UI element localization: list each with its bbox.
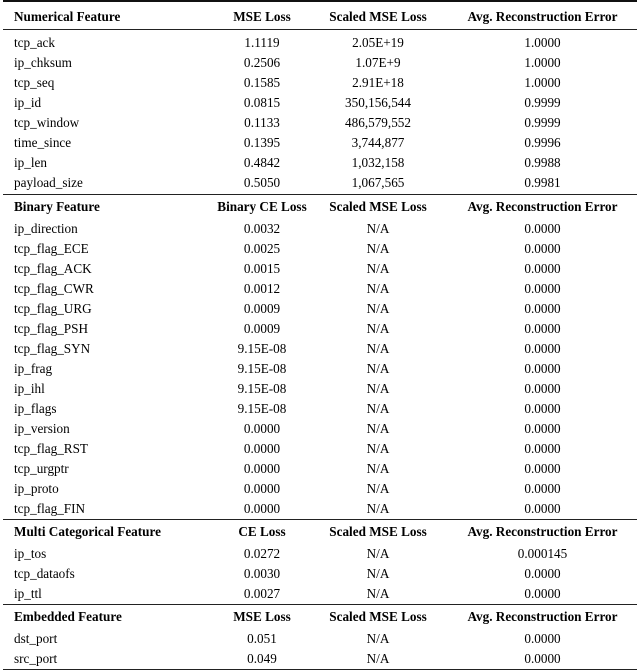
scaled-mse-value: N/A [308,299,448,319]
column-header-scaled-mse: Scaled MSE Loss [308,520,448,544]
loss-value: 0.0000 [216,479,308,499]
table-row [3,399,637,419]
loss-value: 0.1395 [216,133,308,153]
table-row [3,359,637,379]
recon-error-value: 1.0000 [448,33,637,53]
table-row [3,339,637,359]
section-header-row-multi-categorical [3,520,637,544]
recon-error-value: 0.0000 [448,399,637,419]
scaled-mse-value: N/A [308,649,448,670]
loss-value: 0.5050 [216,173,308,193]
table-row [3,153,637,173]
feature-name: ip_tos [3,544,216,564]
scaled-mse-value: N/A [308,279,448,299]
feature-name: tcp_flag_CWR [3,279,216,299]
scaled-mse-value: N/A [308,584,448,605]
feature-name: tcp_window [3,113,216,133]
scaled-mse-value: N/A [308,544,448,564]
loss-value: 0.2506 [216,53,308,73]
scaled-mse-value: 2.05E+19 [308,33,448,53]
feature-name: ip_ttl [3,584,216,605]
feature-name: tcp_flag_URG [3,299,216,319]
column-header-loss: MSE Loss [216,5,308,29]
scaled-mse-value: 486,579,552 [308,113,448,133]
table-row [3,259,637,279]
feature-name: tcp_ack [3,33,216,53]
recon-error-value: 0.000145 [448,544,637,564]
table-row [3,133,637,153]
table-row [3,649,637,670]
loss-value: 0.0030 [216,564,308,584]
feature-name: src_port [3,649,216,670]
table-row [3,299,637,319]
table-row [3,219,637,239]
loss-value: 9.15E-08 [216,379,308,399]
scaled-mse-value: 2.91E+18 [308,73,448,93]
recon-error-value: 1.0000 [448,73,637,93]
table-row [3,319,637,339]
scaled-mse-value: N/A [308,439,448,459]
table-row [3,239,637,259]
column-header-recon-error: Avg. Reconstruction Error [448,5,637,29]
table-row [3,379,637,399]
recon-error-value: 0.0000 [448,359,637,379]
scaled-mse-value: N/A [308,459,448,479]
recon-error-value: 1.0000 [448,53,637,73]
feature-name: tcp_flag_SYN [3,339,216,359]
loss-value: 0.0012 [216,279,308,299]
recon-error-value: 0.0000 [448,239,637,259]
table-row [3,439,637,459]
loss-value: 0.0815 [216,93,308,113]
feature-name: ip_frag [3,359,216,379]
recon-error-value: 0.0000 [448,649,637,670]
column-header-loss: CE Loss [216,520,308,544]
scaled-mse-value: 1,067,565 [308,173,448,193]
loss-value: 0.0000 [216,419,308,439]
loss-value: 0.049 [216,649,308,670]
table-row [3,73,637,93]
loss-value: 9.15E-08 [216,339,308,359]
loss-value: 0.0000 [216,459,308,479]
scaled-mse-value: N/A [308,419,448,439]
table-row [3,459,637,479]
recon-error-value: 0.0000 [448,299,637,319]
scaled-mse-value: N/A [308,359,448,379]
recon-error-value: 0.0000 [448,279,637,299]
table-row [3,113,637,133]
loss-value: 0.0000 [216,439,308,459]
scaled-mse-value: N/A [308,219,448,239]
table-row [3,544,637,564]
loss-value: 0.0015 [216,259,308,279]
column-header-loss: MSE Loss [216,605,308,629]
recon-error-value: 0.0000 [448,379,637,399]
table-row [3,499,637,520]
recon-error-value: 0.0000 [448,219,637,239]
feature-name: tcp_flag_FIN [3,499,216,520]
recon-error-value: 0.9999 [448,113,637,133]
feature-name: ip_ihl [3,379,216,399]
table-row [3,629,637,649]
recon-error-value: 0.0000 [448,584,637,605]
recon-error-value: 0.0000 [448,629,637,649]
column-header-recon-error: Avg. Reconstruction Error [448,605,637,629]
recon-error-value: 0.9999 [448,93,637,113]
scaled-mse-value: N/A [308,339,448,359]
recon-error-value: 0.9981 [448,173,637,193]
loss-value: 0.1133 [216,113,308,133]
loss-value: 0.0009 [216,319,308,339]
recon-error-value: 0.0000 [448,419,637,439]
feature-name: ip_id [3,93,216,113]
loss-value: 0.0027 [216,584,308,605]
table-row [3,419,637,439]
recon-error-value: 0.0000 [448,479,637,499]
feature-name: ip_flags [3,399,216,419]
table-row [3,93,637,113]
loss-value: 0.1585 [216,73,308,93]
column-header-feature: Numerical Feature [3,5,216,29]
scaled-mse-value: 1.07E+9 [308,53,448,73]
loss-value: 0.4842 [216,153,308,173]
feature-loss-table [3,0,637,670]
table-body [3,1,637,670]
recon-error-value: 0.0000 [448,439,637,459]
scaled-mse-value: N/A [308,259,448,279]
column-header-feature: Binary Feature [3,195,216,219]
column-header-feature: Embedded Feature [3,605,216,629]
table-row [3,564,637,584]
table-row [3,53,637,73]
scaled-mse-value: N/A [308,319,448,339]
section-header-row-numerical [3,5,637,29]
feature-name: tcp_flag_ECE [3,239,216,259]
column-header-feature: Multi Categorical Feature [3,520,216,544]
section-header-row-binary [3,195,637,219]
feature-name: time_since [3,133,216,153]
loss-value: 0.0032 [216,219,308,239]
recon-error-value: 0.0000 [448,564,637,584]
loss-value: 0.051 [216,629,308,649]
scaled-mse-value: 350,156,544 [308,93,448,113]
column-header-recon-error: Avg. Reconstruction Error [448,520,637,544]
scaled-mse-value: 3,744,877 [308,133,448,153]
recon-error-value: 0.0000 [448,259,637,279]
recon-error-value: 0.0000 [448,499,637,520]
feature-name: ip_proto [3,479,216,499]
recon-error-value: 0.9996 [448,133,637,153]
scaled-mse-value: N/A [308,239,448,259]
loss-value: 0.0009 [216,299,308,319]
scaled-mse-value: N/A [308,629,448,649]
loss-value: 0.0272 [216,544,308,564]
column-header-scaled-mse: Scaled MSE Loss [308,195,448,219]
feature-name: tcp_flag_RST [3,439,216,459]
column-header-recon-error: Avg. Reconstruction Error [448,195,637,219]
feature-name: tcp_dataofs [3,564,216,584]
recon-error-value: 0.0000 [448,339,637,359]
table-row [3,173,637,193]
table-row [3,279,637,299]
feature-name: tcp_flag_ACK [3,259,216,279]
section-header-row-embedded [3,605,637,629]
scaled-mse-value: N/A [308,399,448,419]
recon-error-value: 0.0000 [448,319,637,339]
table-row [3,479,637,499]
feature-name: ip_chksum [3,53,216,73]
feature-name: ip_direction [3,219,216,239]
feature-name: tcp_flag_PSH [3,319,216,339]
loss-value: 0.0025 [216,239,308,259]
recon-error-value: 0.9988 [448,153,637,173]
feature-name: ip_version [3,419,216,439]
column-header-scaled-mse: Scaled MSE Loss [308,605,448,629]
scaled-mse-value: N/A [308,479,448,499]
loss-value: 9.15E-08 [216,399,308,419]
feature-name: tcp_seq [3,73,216,93]
scaled-mse-value: N/A [308,564,448,584]
scaled-mse-value: N/A [308,379,448,399]
table-row [3,584,637,605]
loss-value: 1.1119 [216,33,308,53]
column-header-loss: Binary CE Loss [216,195,308,219]
feature-name: tcp_urgptr [3,459,216,479]
loss-value: 0.0000 [216,499,308,520]
scaled-mse-value: 1,032,158 [308,153,448,173]
scaled-mse-value: N/A [308,499,448,520]
feature-name: dst_port [3,629,216,649]
feature-name: ip_len [3,153,216,173]
recon-error-value: 0.0000 [448,459,637,479]
column-header-scaled-mse: Scaled MSE Loss [308,5,448,29]
table-row [3,33,637,53]
feature-name: payload_size [3,173,216,193]
loss-value: 9.15E-08 [216,359,308,379]
